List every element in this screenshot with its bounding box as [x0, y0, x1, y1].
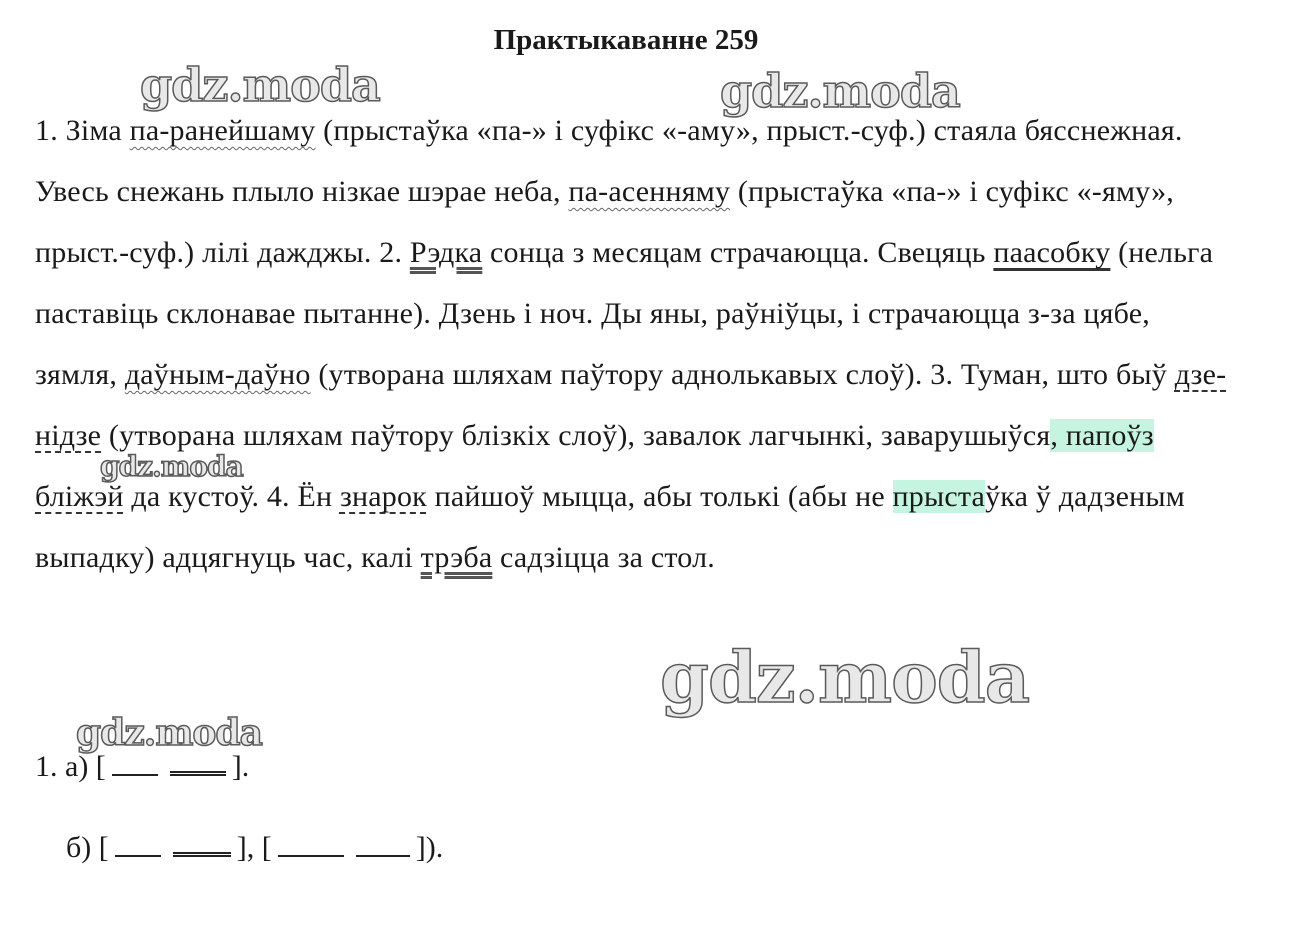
watermark: gdz.moda	[720, 64, 960, 118]
adverb-word: па-асенняму	[568, 175, 731, 208]
adverb-word: бліжэй	[35, 480, 124, 513]
exercise-text	[35, 100, 1235, 588]
page-title: Практыкаванне 259	[493, 24, 759, 56]
scheme-prefix: б) [	[66, 831, 109, 864]
scheme-mid: ], [	[236, 831, 272, 864]
adverb-word: трэба	[420, 541, 493, 574]
watermark: gdz.moda	[660, 636, 1030, 719]
scheme-suffix: ]).	[415, 831, 444, 864]
text-segment: пайшоў мыцца, абы толькі (абы не	[426, 480, 893, 513]
text-segment: (утворана шляхам паўтору аднолькавых слоў). 3. Туман, што быў	[310, 358, 1175, 391]
adverb-word: даўным-даўно	[124, 358, 311, 391]
watermark: gdz.moda	[140, 58, 380, 112]
highlighted-segment: , папоўз	[1050, 419, 1154, 452]
text-segment: 1. Зіма	[35, 114, 130, 147]
scheme-blank	[278, 829, 344, 857]
text-segment: (прыстаўка «па-» і суфікс «-яму», прыст.-суф.) лілі дажджы. 2.	[35, 175, 1174, 269]
scheme-suffix: ].	[231, 750, 250, 783]
scheme-blank	[170, 745, 226, 776]
highlighted-segment: прыста	[892, 480, 986, 513]
scheme-blank	[356, 829, 410, 857]
scheme-line-2	[66, 826, 443, 865]
text-segment: сонца з месяцам страчаюцца. Свецяць	[482, 236, 994, 269]
adverb-word: дзе-нідзе	[35, 358, 1227, 452]
scheme-line-1	[35, 745, 249, 784]
text-segment: (утворана шляхам паўтору блізкіх слоў), завалок лагчынкі, заварушыўся	[101, 419, 1051, 452]
scheme-blank	[173, 826, 231, 857]
scheme-blank	[115, 829, 161, 857]
adverb-word: па-ранейшаму	[129, 114, 316, 147]
text-segment: да кустоў. 4. Ён	[123, 480, 340, 513]
scheme-blank	[112, 748, 158, 776]
watermark: gdz.moda	[76, 712, 262, 754]
adverb-word: паасобку	[993, 236, 1111, 269]
text-segment: садзіцца за стол.	[492, 541, 715, 574]
text-segment: ўка ў дадзеным выпадку) адцягнуць час, калі	[35, 480, 1185, 574]
text-segment: (нельга паставіць склонавае пытанне). Дзень і ноч. Ды яны, раўніўцы, і страчаюцца з-за цябе, зямля,	[35, 236, 1214, 391]
scheme-prefix: 1. а) [	[35, 750, 106, 783]
adverb-word: Рэдка	[409, 236, 483, 269]
watermark: gdz.moda	[100, 450, 243, 483]
text-segment: (прыстаўка «па-» і суфікс «-аму», прыст.-суф.) стаяла бясснежная. Увесь снежань плыло нізкае шэрае неба,	[35, 114, 1183, 208]
adverb-word: знарок	[339, 480, 427, 513]
